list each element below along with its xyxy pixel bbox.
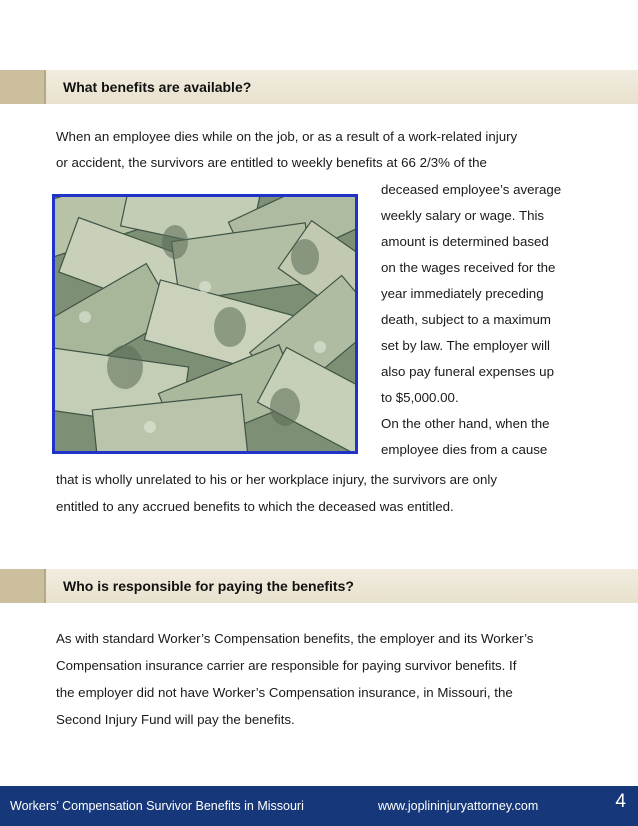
paragraph-line: also pay funeral expenses up xyxy=(381,364,554,379)
paragraph-line: Compensation insurance carrier are responsible for paying survivor benefits. If xyxy=(56,658,517,673)
section-heading: What benefits are available? xyxy=(63,79,252,95)
paragraph-line: on the wages received for the xyxy=(381,260,556,275)
paragraph-line: entitled to any accrued benefits to which the deceased was entitled. xyxy=(56,499,454,514)
paragraph-line: weekly salary or wage. This xyxy=(381,208,545,223)
paragraph-line: year immediately preceding xyxy=(381,286,544,301)
paragraph-line: Second Injury Fund will pay the benefits. xyxy=(56,712,295,727)
footer-url[interactable]: www.joplininjuryattorney.com xyxy=(378,799,539,813)
paragraph-line: On the other hand, when the xyxy=(381,416,550,431)
paragraph-line: or accident, the survivors are entitled to weekly benefits at 66 2/3% of the xyxy=(56,155,487,170)
paragraph-line: set by law. The employer will xyxy=(381,338,550,353)
paragraph-line: to $5,000.00. xyxy=(381,390,459,405)
money-photo xyxy=(52,194,358,454)
page-footer xyxy=(0,786,638,826)
paragraph-line: the employer did not have Worker’s Compensation insurance, in Missouri, the xyxy=(56,685,513,700)
paragraph-line: When an employee dies while on the job, or as a result of a work-related injury xyxy=(56,129,518,144)
footer-title: Workers’ Compensation Survivor Benefits in Missouri xyxy=(10,799,304,813)
paragraph-line: employee dies from a cause xyxy=(381,442,548,457)
page-number: 4 xyxy=(615,791,626,812)
paragraph-line: deceased employee’s average xyxy=(381,182,562,197)
paragraph-line: that is wholly unrelated to his or her workplace injury, the survivors are only xyxy=(56,472,497,487)
paragraph-line: amount is determined based xyxy=(381,234,549,249)
paragraph-line: As with standard Worker’s Compensation benefits, the employer and its Worker’s xyxy=(56,631,534,646)
paragraph-line: death, subject to a maximum xyxy=(381,312,551,327)
section-heading: Who is responsible for paying the benefits? xyxy=(63,578,354,594)
